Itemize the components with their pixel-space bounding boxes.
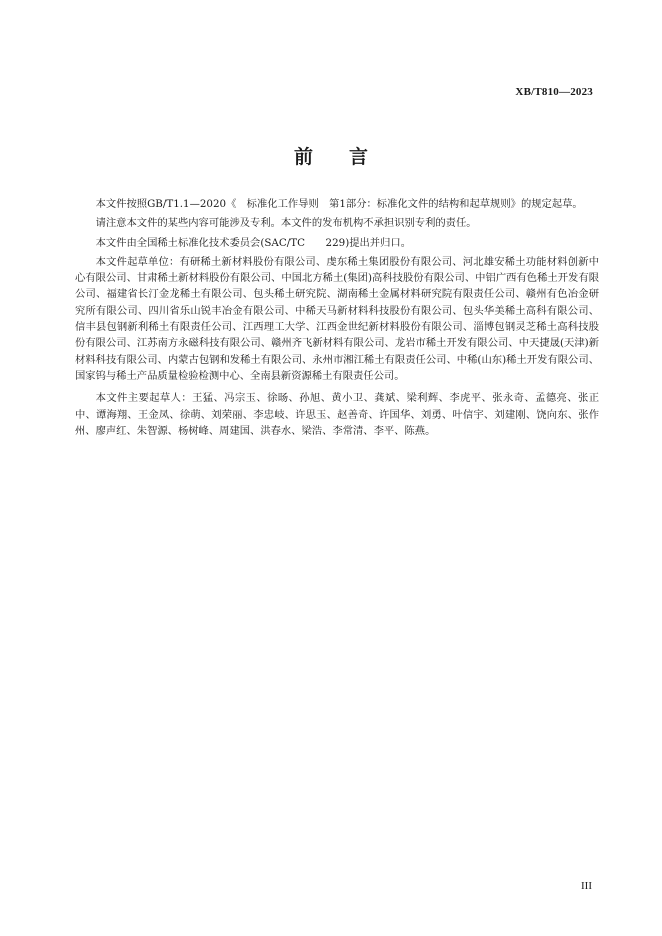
paragraph-committee: 本文件由全国稀土标准化技术委员会(SAC/TC 229)提出并归口。 xyxy=(95,236,411,249)
title-char-2: 言 xyxy=(349,146,369,168)
page-title xyxy=(0,142,662,169)
paragraph-patent-notice: 请注意本文件的某些内容可能涉及专利。本文件的发布机构不承担识别专利的责任。 xyxy=(95,217,477,230)
paragraph-drafters: 本文件主要起草人：王猛、冯宗玉、徐旸、孙旭、黄小卫、龚斌、梁利辉、李虎平、张永奇、孟德亮、张正中、谭海翔、王金凤、徐萌、刘荣丽、李忠岐、许思玉、赵善奇、许国华、刘勇、叶信宇、刘建刚、饶向东、张作州、廖声红、朱智源、杨树峰、周建国、洪春水、梁浩、李常清、李平、陈燕。 xyxy=(75,392,599,437)
foreword-body xyxy=(75,196,599,439)
paragraph-drafting-units: 本文件起草单位：有研稀土新材料股份有限公司、虔东稀土集团股份有限公司、河北雄安稀土功能材料创新中心有限公司、甘肃稀土新材料股份有限公司、中国北方稀土(集团)高科技股份有限公司、中铝广西有色稀土开发有限公司、福建省长汀金龙稀土有限公司、包头稀土研究院、湖南稀土金属材料研究院有限责任公司、赣州有色冶金研究所有限公司、四川省乐山锐丰冶金有限公司、中稀天马新材料科技股份有限公司、包头华美稀土高科有限公司、信丰县包钢新利稀土有限责任公司、江西理工大学、江西金世纪新材料股份有限公司、淄博包钢灵芝稀土高科技股份有限公司、江苏南方永磁科技有限公司、赣州齐飞新材料有限公司、龙岩市稀土开发有限公司、中天捷晟(天津)新材料科技有限公司、内蒙古包钢和发稀土有限公司、永州市湘江稀土有限责任公司、中稀(山东)稀土开发有限公司、国家钨与稀土产品质量检验检测中心、全南县新资源稀土有限责任公司。 xyxy=(75,255,599,382)
page-number: III xyxy=(581,880,592,892)
paragraph-drafting-rules: 本文件按照GB/T1.1—2020《 标准化工作导则 第1部分：标准化文件的结构和起草规则》的规定起草。 xyxy=(95,198,583,210)
title-char-1: 前 xyxy=(293,146,313,168)
standard-code: XB/T810—2023 xyxy=(515,86,593,98)
